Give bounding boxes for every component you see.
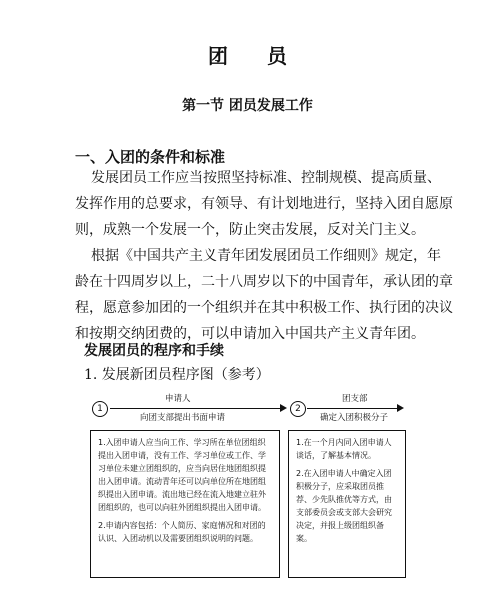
- step-1-arrow-line: [110, 408, 280, 409]
- section-title: 第一节 团员发展工作: [182, 98, 313, 114]
- step-1-number: 1: [92, 401, 108, 417]
- step-2-notes-box: [288, 430, 406, 578]
- step-2-number: 2: [290, 401, 306, 417]
- paragraph-2-line-3: 程，愿意参加团的一个组织并在其中积极工作、执行团的决议: [75, 300, 453, 316]
- paragraph-2-line-4: 和按期交纳团费的，可以申请加入中国共产主义青年团。: [75, 326, 425, 342]
- step-2-note-2: 2.在入团申请人中确定入团积极分子，应采取团员推荐、少先队推优等方式，由支部委员会或支部大会研究决定，并报上级团组织备案。: [296, 469, 392, 543]
- step-2-note-1: 1.在一个月内同入团申请人谈话，了解基本情况。: [296, 438, 392, 460]
- heading-conditions: 一、入团的条件和标准: [75, 148, 226, 166]
- step-1-note-1: 1.入团申请人应当向工作、学习所在单位团组织提出入团申请，没有工作、学习单位或工作、学习单位未建立团组织的，应当向居住地团组织提出入团申请。流动青年还可以向单位所在地团组织提出入团申请。流出地已经在流入地建立驻外团组织的，也可以向驻外团组织提出入团申请。: [98, 438, 266, 512]
- heading-procedure: 发展团员的程序和手续: [84, 343, 224, 359]
- heading-flowchart: 1. 发展新团员程序图（参考）: [84, 367, 270, 383]
- page-title: 团 员: [208, 44, 303, 68]
- paragraph-1-line-3: 则，成熟一个发展一个，防止突击发展，反对关门主义。: [75, 222, 425, 238]
- step-1-arrowhead: [280, 404, 287, 412]
- step-2-arrowhead: [397, 404, 404, 412]
- step-2-action: 确定入团积极分子: [320, 413, 389, 423]
- step-1-action: 向团支部提出书面申请: [140, 413, 226, 423]
- step-1-note-2: 2.申请内容包括：个人简历、家庭情况和对团的认识、入团动机以及需要团组织说明的问题。: [98, 521, 266, 543]
- step-1-actor: 申请人: [165, 394, 191, 404]
- paragraph-1-line-1: 发展团员工作应当按照坚持标准、控制规模、提高质量、: [91, 170, 441, 186]
- step-2-arrow-line: [307, 408, 397, 409]
- paragraph-1-line-2: 发挥作用的总要求，有领导、有计划地进行，坚持入团自愿原: [75, 196, 453, 212]
- paragraph-2-line-1: 根据《中国共产主义青年团发展团员工作细则》规定，年: [91, 248, 441, 264]
- step-1-notes-box: [90, 430, 280, 578]
- paragraph-2-line-2: 龄在十四周岁以上，二十八周岁以下的中国青年，承认团的章: [75, 274, 453, 290]
- step-2-actor: 团支部: [342, 394, 368, 404]
